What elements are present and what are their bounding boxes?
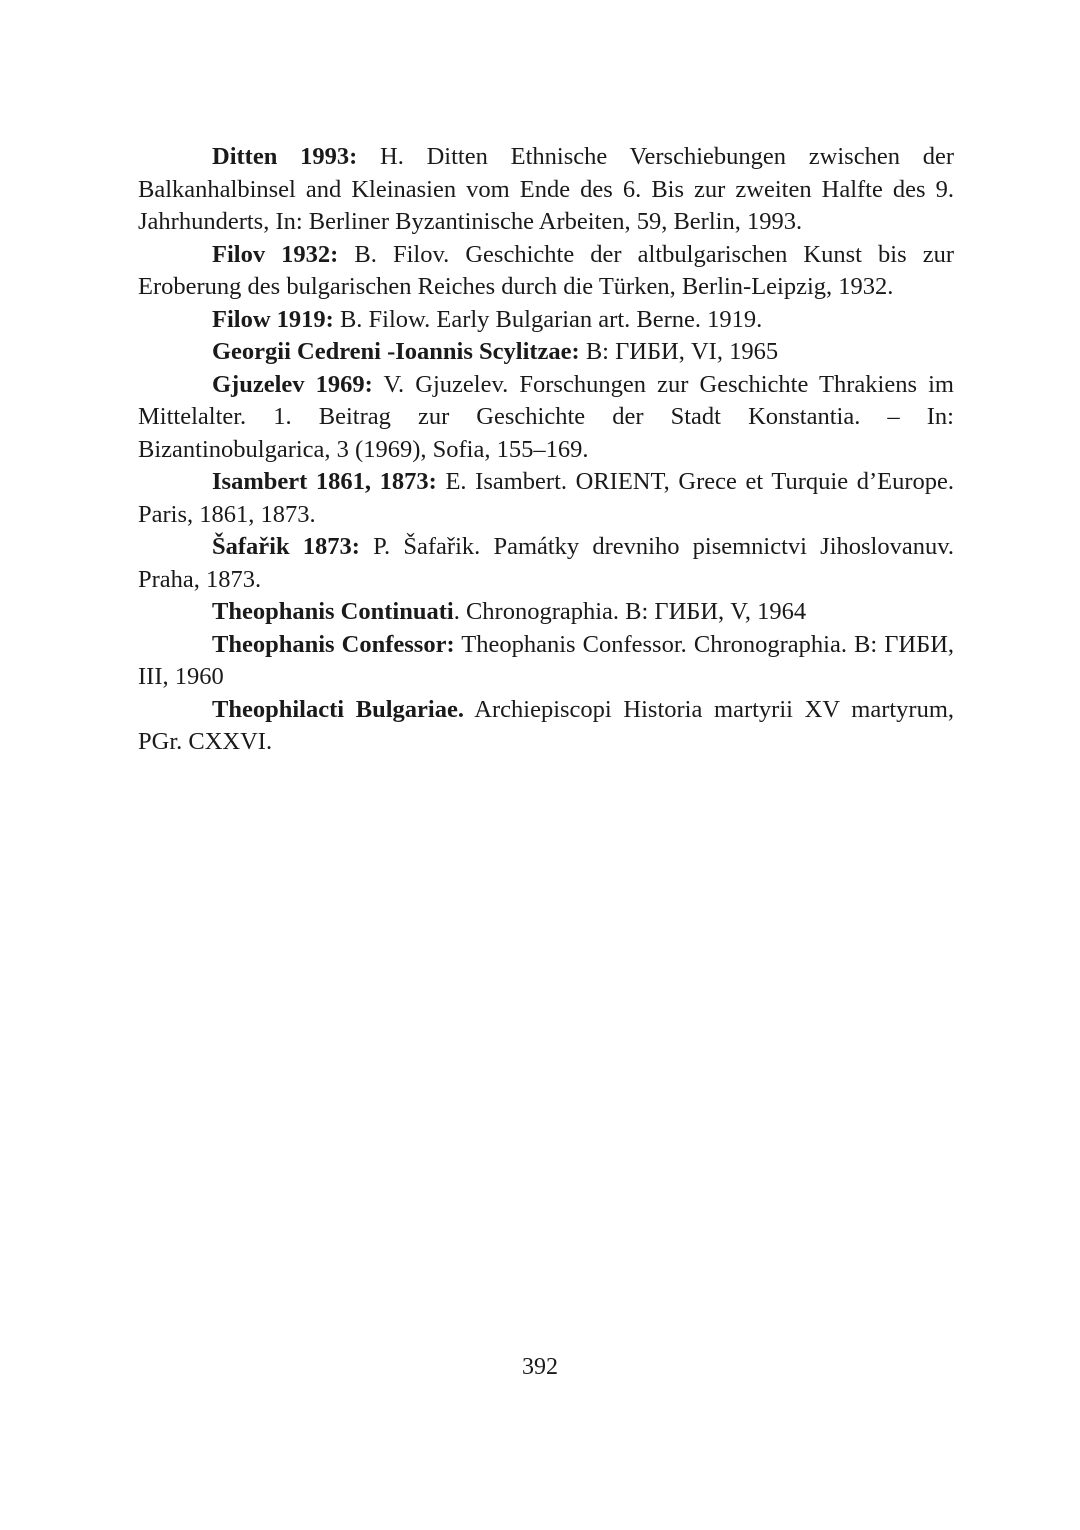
entry-key: Filow 1919: [212, 305, 334, 333]
entry-key: Theophilacti Bulgariae. [212, 695, 464, 723]
entry-key: Georgii Cedreni -Ioannis Scylitzae: [212, 338, 580, 365]
bibliography-entry [138, 336, 954, 369]
entry-key: Theophanis Continuati [212, 598, 454, 625]
bibliography-entry [138, 239, 954, 304]
entry-key: Theophanis Confessor: [212, 630, 455, 658]
bibliography-list [138, 141, 954, 759]
entry-text: B. Filov. Geschichte der altbulgarischen Kunst bis zur Eroberung des bulgarischen Reiches durch die Türken, Berlin-Leipzig, 1932. [138, 240, 955, 300]
entry-text: P. Šafařik. Památky drevniho pisemnictvi Jihoslovanuv. Praha, 1873. [138, 533, 954, 593]
entry-text: E. Isambert. ORIENT, Grece et Turquie d’Europe. Paris, 1861, 1873. [138, 468, 954, 528]
entry-text: H. Ditten Ethnische Verschiebungen zwischen der Balkanhalbinsel and Kleinasien vom Ende des 6. Bis zur zweiten Halfte des 9. Jahrhunderts, In: Berliner Byzantinische Arbeiten, 59, Berlin, 1993. [138, 143, 954, 235]
page-number: 392 [522, 1354, 558, 1380]
bibliography-entry [138, 596, 954, 629]
bibliography-entry [138, 466, 954, 531]
entry-text: B: ГИБИ, VI, 1965 [579, 338, 779, 365]
entry-text: B. Filow. Early Bulgarian art. Berne. 1919. [333, 305, 763, 333]
bibliography-entry [138, 141, 954, 239]
entry-text: Archiepiscopi Historia martyrii XV martyrum, PGr. CXXVI. [138, 695, 954, 755]
entry-key: Šafařik 1873: [212, 533, 360, 560]
bibliography-entry [138, 369, 954, 467]
entry-text: V. Gjuzelev. Forschungen zur Geschichte Thrakiens im Mittelalter. 1. Beitrag zur Geschichte der Stadt Konstantia. – In: Bizantinobulgarica, 3 (1969), Sofia, 155–169. [138, 370, 954, 463]
entry-key: Filov 1932: [212, 240, 339, 268]
entry-key: Gjuzelev 1969: [212, 370, 373, 398]
entry-text: . Chronographia. B: ГИБИ, V, 1964 [453, 598, 807, 625]
bibliography-entry [138, 531, 954, 596]
entry-text: Theophanis Confessor. Chronographia. B: ГИБИ, III, 1960 [138, 630, 955, 690]
bibliography-entry [138, 304, 954, 337]
bibliography-entry [138, 629, 954, 694]
entry-key: Isambert 1861, 1873: [212, 468, 437, 495]
entry-key: Ditten 1993: [212, 143, 358, 170]
bibliography-entry [138, 694, 954, 759]
